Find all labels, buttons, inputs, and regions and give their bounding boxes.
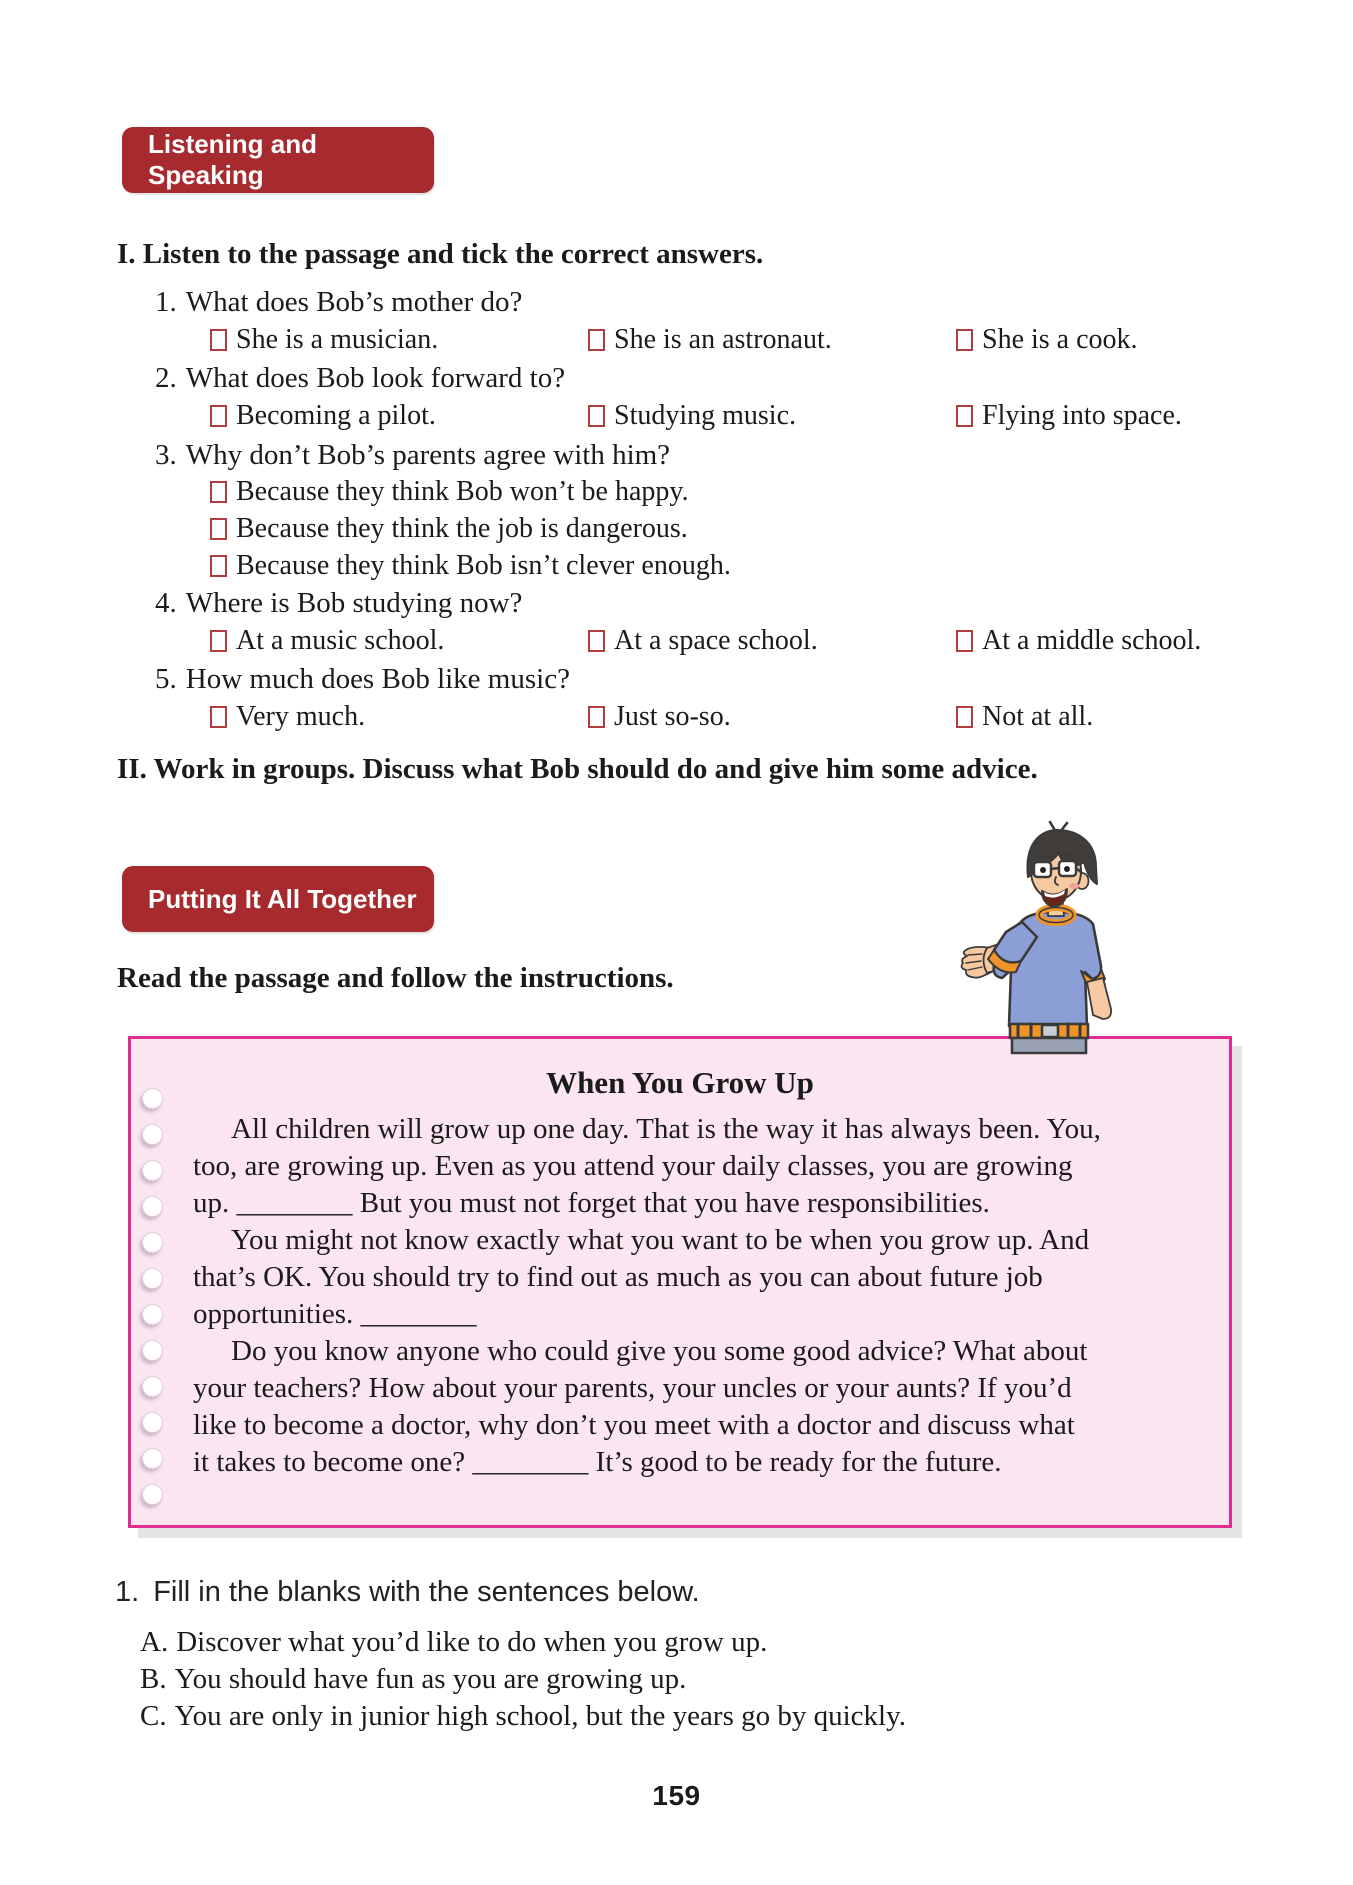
option-letter: C.: [140, 1700, 167, 1732]
exercise-2-heading: II. Work in groups. Discuss what Bob should do and give him some advice.: [117, 753, 1038, 785]
putting-it-all-together-badge: [122, 866, 434, 932]
question-text: Why don’t Bob’s parents agree with him?: [185, 439, 671, 471]
passage-line: Do you know anyone who could give you some good advice? What about: [231, 1335, 1088, 1367]
task-1-heading: [115, 1576, 700, 1609]
answer-option[interactable]: [210, 400, 588, 432]
passage-text: [131, 1111, 1229, 1481]
question-number: 3.: [155, 439, 177, 471]
passage-line: too, are growing up. Even as you attend your daily classes, you are growing: [193, 1150, 1073, 1182]
passage-line: You might not know exactly what you want to be when you grow up. And: [231, 1224, 1090, 1256]
answer-option[interactable]: [210, 625, 588, 657]
listening-and-speaking-badge: [122, 127, 434, 193]
question-3-options: [210, 476, 689, 508]
checkbox[interactable]: [956, 630, 973, 652]
option-text: Just so-so.: [614, 701, 731, 732]
option-text: She is an astronaut.: [614, 324, 832, 355]
task-text: Fill in the blanks with the sentences below.: [153, 1576, 700, 1608]
checkbox[interactable]: [210, 518, 227, 540]
question-text: What does Bob’s mother do?: [185, 286, 523, 318]
answer-option[interactable]: [588, 701, 956, 733]
binder-hole: [142, 1088, 163, 1109]
question-text: How much does Bob like music?: [185, 663, 570, 695]
answer-option[interactable]: [210, 324, 588, 356]
checkbox[interactable]: [588, 405, 605, 427]
checkbox[interactable]: [210, 706, 227, 728]
passage-line: it takes to become one? ________ It’s good to be ready for the future.: [193, 1446, 1002, 1478]
option-text: Flying into space.: [982, 400, 1182, 431]
checkbox[interactable]: [956, 329, 973, 351]
answer-option[interactable]: [956, 324, 1138, 356]
passage-box: [128, 1036, 1232, 1528]
answer-option[interactable]: [956, 400, 1182, 432]
checkbox[interactable]: [588, 706, 605, 728]
passage-line: up. ________ But you must not forget that you have responsibilities.: [193, 1187, 990, 1219]
sentence-option-b: [140, 1663, 686, 1696]
checkbox[interactable]: [588, 630, 605, 652]
boy-illustration: [960, 820, 1132, 1064]
question-3-options: [210, 550, 731, 582]
question-5: [155, 663, 570, 696]
binder-hole: [142, 1484, 163, 1505]
sentence-option-c: [140, 1700, 906, 1733]
checkbox[interactable]: [956, 405, 973, 427]
option-text: Not at all.: [982, 701, 1094, 732]
badge-label: Listening and Speaking: [148, 129, 317, 190]
option-text: At a music school.: [236, 625, 445, 656]
question-3-options: [210, 513, 688, 545]
question-4: [155, 587, 522, 620]
option-text: Becoming a pilot.: [236, 400, 436, 431]
passage-line: your teachers? How about your parents, your uncles or your aunts? If you’d: [193, 1372, 1072, 1404]
option-text: Studying music.: [614, 400, 797, 431]
question-2: [155, 362, 565, 395]
answer-option[interactable]: [588, 400, 956, 432]
option-text: At a middle school.: [982, 625, 1202, 656]
answer-option[interactable]: [210, 701, 588, 733]
option-text: Very much.: [236, 701, 366, 732]
passage-line: that’s OK. You should try to find out as much as you can about future job: [193, 1261, 1043, 1293]
sentence-option-a: [140, 1626, 767, 1659]
answer-option[interactable]: [588, 625, 956, 657]
question-text: Where is Bob studying now?: [185, 587, 523, 619]
binder-hole: [142, 1340, 163, 1361]
question-number: 2.: [155, 362, 177, 394]
binder-hole: [142, 1232, 163, 1253]
checkbox[interactable]: [210, 630, 227, 652]
passage-line: like to become a doctor, why don’t you meet with a doctor and discuss what: [193, 1409, 1075, 1441]
badge-label: Putting It All Together: [148, 883, 417, 914]
question-1-options: [210, 324, 1138, 356]
binder-hole: [142, 1160, 163, 1181]
answer-option[interactable]: [210, 550, 731, 582]
page-number: 159: [652, 1780, 701, 1811]
question-text: What does Bob look forward to?: [185, 362, 566, 394]
checkbox[interactable]: [210, 405, 227, 427]
checkbox[interactable]: [210, 555, 227, 577]
task-number: 1.: [115, 1576, 140, 1608]
answer-option[interactable]: [210, 476, 689, 508]
binder-hole: [142, 1304, 163, 1325]
binder-hole: [142, 1376, 163, 1397]
question-number: 1.: [155, 286, 177, 318]
option-sentence: Discover what you’d like to do when you grow up.: [176, 1626, 768, 1658]
option-text: At a space school.: [614, 625, 818, 656]
option-text: She is a cook.: [982, 324, 1138, 355]
option-text: Because they think Bob isn’t clever enough.: [236, 550, 731, 581]
option-text: Because they think Bob won’t be happy.: [236, 476, 689, 507]
passage-title: When You Grow Up: [546, 1065, 814, 1100]
binder-hole: [142, 1124, 163, 1145]
option-sentence: You are only in junior high school, but the years go by quickly.: [174, 1700, 906, 1732]
exercise-1-heading: I. Listen to the passage and tick the correct answers.: [117, 238, 764, 270]
question-4-options: [210, 625, 1201, 657]
question-number: 4.: [155, 587, 177, 619]
answer-option[interactable]: [588, 324, 956, 356]
passage-line: All children will grow up one day. That is the way it has always been. You,: [231, 1113, 1101, 1145]
option-sentence: You should have fun as you are growing up.: [174, 1663, 687, 1695]
question-2-options: [210, 400, 1182, 432]
question-number: 5.: [155, 663, 177, 695]
question-1: [155, 286, 522, 319]
checkbox[interactable]: [956, 706, 973, 728]
binder-hole: [142, 1412, 163, 1433]
answer-option[interactable]: [210, 513, 688, 545]
option-text: Because they think the job is dangerous.: [236, 513, 688, 544]
binder-hole: [142, 1448, 163, 1469]
answer-option[interactable]: [956, 625, 1201, 657]
answer-option[interactable]: [956, 701, 1093, 733]
question-3: [155, 439, 670, 472]
read-passage-instruction: Read the passage and follow the instructions.: [117, 962, 674, 994]
checkbox[interactable]: [210, 481, 227, 503]
question-5-options: [210, 701, 1093, 733]
binder-hole: [142, 1196, 163, 1217]
checkbox[interactable]: [588, 329, 605, 351]
option-letter: A.: [140, 1626, 169, 1658]
option-text: She is a musician.: [236, 324, 439, 355]
binder-hole: [142, 1268, 163, 1289]
passage-line: opportunities. ________: [193, 1298, 477, 1330]
checkbox[interactable]: [210, 329, 227, 351]
option-letter: B.: [140, 1663, 167, 1695]
